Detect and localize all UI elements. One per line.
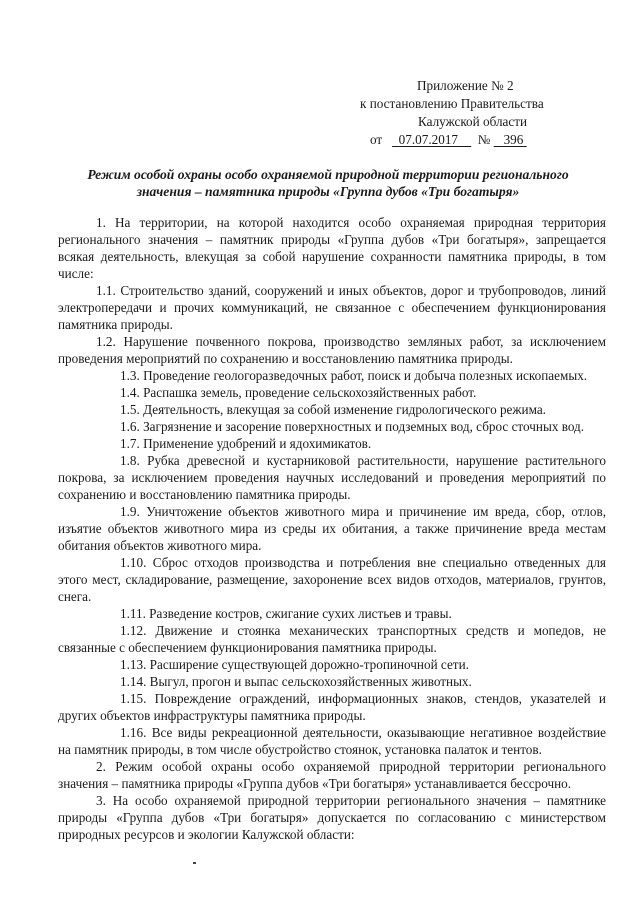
- paragraph-1-14: 1.14. Выгул, прогон и выпас сельскохозяйственных животных.: [120, 674, 472, 689]
- paragraph-1-1: 1.1. Строительство зданий, сооружений и иных объектов, дорог и трубопроводов, линий электропередачи и прочих коммуникаций, не связанное с обеспечением функционирования памятника природы.: [58, 283, 606, 332]
- paragraph-1-4: 1.4. Распашка земель, проведение сельскохозяйственных работ.: [120, 385, 477, 400]
- paragraph-1-7: 1.7. Применение удобрений и ядохимикатов.: [120, 436, 372, 451]
- number-prefix: №: [477, 132, 491, 147]
- decree-number: 396: [503, 132, 524, 147]
- paragraph-1-5: 1.5. Деятельность, влекущая за собой изменение гидрологического режима.: [120, 402, 546, 417]
- paragraph-1-2: 1.2. Нарушение почвенного покрова, производство земляных работ, за исключением проведения мероприятий по сохранению и восстановлению памятника природы.: [58, 334, 606, 366]
- appendix-number: Приложение № 2: [417, 78, 514, 93]
- scan-speck: [193, 862, 196, 864]
- paragraph-1-16: 1.16. Все виды рекреационной деятельности, оказывающие негативное воздействие на памятник природы, в том числе обустройство стоянок, установка палаток и тентов.: [58, 725, 606, 757]
- appendix-label: [417, 78, 577, 94]
- document-body: [58, 214, 606, 843]
- paragraph-3: 3. На особо охраняемой природной территории регионального значения – памятнике природы «Группа дубов «Три богатыря» допускается по согласованию с министерством природных ресурсов и экологии Калужской области:: [58, 793, 606, 842]
- appendix-decree-ref: [360, 96, 600, 112]
- appendix-region: [418, 114, 640, 130]
- date-prefix: от: [370, 132, 383, 147]
- decree-date: 07.07.2017: [398, 132, 459, 147]
- title-line-1: Режим особой охраны особо охраняемой природной территории регионального: [87, 167, 569, 182]
- appendix-region-text: Калужской области: [418, 114, 528, 129]
- paragraph-1-6: 1.6. Загрязнение и засорение поверхностных и подземных вод, сброс сточных вод.: [120, 419, 585, 434]
- appendix-decree-text: к постановлению Правительства: [360, 96, 544, 111]
- paragraph-1-12: 1.12. Движение и стоянка механических транспортных средств и мопедов, не связанные с обеспечением функционирования памятника природы.: [58, 623, 606, 655]
- document-title: [68, 166, 588, 200]
- title-line-2: значения – памятника природы «Группа дубов «Три богатыря»: [136, 184, 520, 199]
- appendix-date-line: [370, 132, 610, 148]
- paragraph-1-13: 1.13. Расширение существующей дорожно-тропиночной сети.: [120, 657, 469, 672]
- paragraph-1-8: 1.8. Рубка древесной и кустарниковой растительности, нарушение растительного покрова, за исключением проведения научных исследований и проведения мероприятий по сохранению и восстановлению памятника природы.: [58, 453, 606, 502]
- paragraph-1-15: 1.15. Повреждение ограждений, информационных знаков, стендов, указателей и других объектов инфраструктуры памятника природы.: [58, 691, 606, 723]
- paragraph-1: 1. На территории, на которой находится особо охраняемая природная территория регионального значения – памятник природы «Группа дубов «Три богатыря», запрещается всякая деятельность, влекущая за собой нарушение сохранности памятника природы, в том числе:: [58, 215, 606, 281]
- paragraph-1-11: 1.11. Разведение костров, сжигание сухих листьев и травы.: [120, 606, 452, 621]
- paragraph-1-9: 1.9. Уничтожение объектов животного мира и причинение им вреда, сбор, отлов, изъятие объектов животного мира из среды их обитания, а также причинение вреда местам обитания объектов животного мира.: [58, 504, 606, 553]
- paragraph-1-10: 1.10. Сброс отходов производства и потребления вне специально отведенных для этого мест, складирование, размещение, захоронение всех видов отходов, материалов, грунтов, снега.: [58, 555, 606, 604]
- paragraph-2: 2. Режим особой охраны особо охраняемой природной территории регионального значения – памятника природы «Группа дубов «Три богатыря» устанавливается бессрочно.: [58, 759, 606, 791]
- paragraph-1-3: 1.3. Проведение геологоразведочных работ, поиск и добыча полезных ископаемых.: [120, 368, 588, 383]
